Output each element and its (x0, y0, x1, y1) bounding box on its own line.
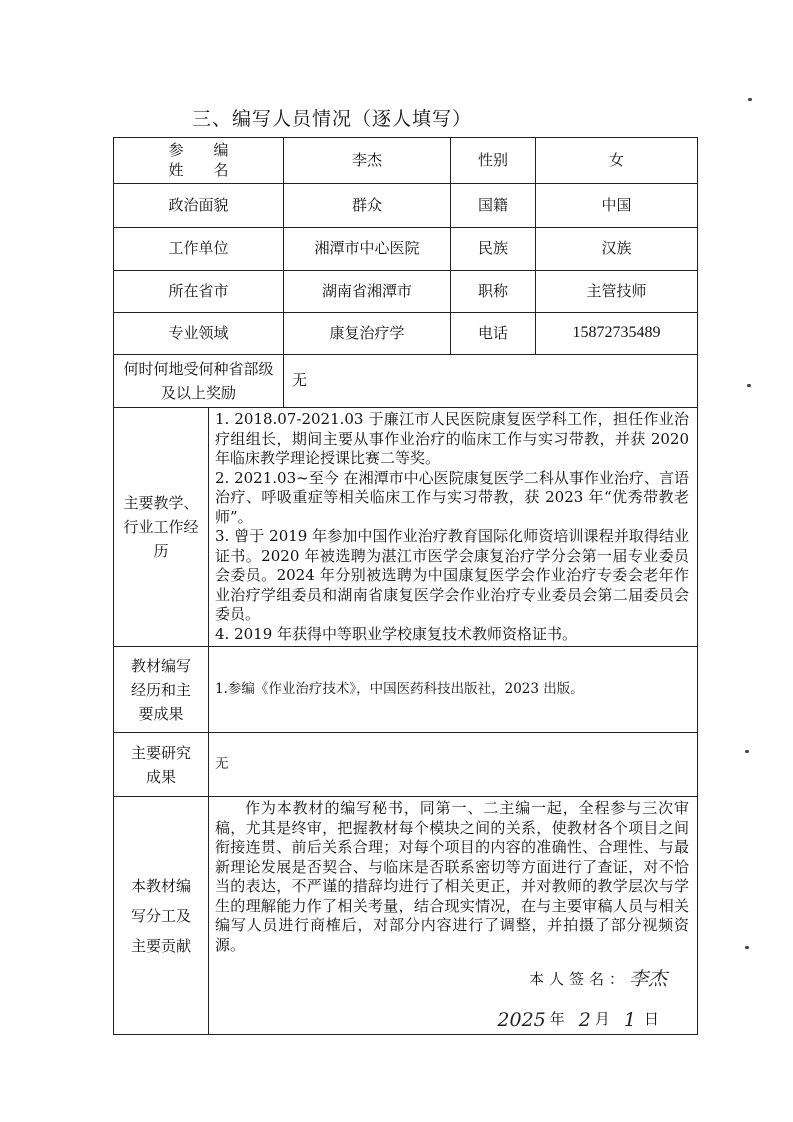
awards-value: 无 (284, 355, 698, 408)
date-day: 1 (623, 1008, 636, 1031)
signature-line (215, 967, 689, 992)
row-employer (114, 228, 698, 271)
phone-value: 15872735489 (536, 313, 698, 355)
research-value: 无 (209, 733, 698, 797)
scan-speck (748, 98, 752, 101)
row-name (114, 138, 698, 184)
textbook-value: 1.参编《作业治疗技术》，中国医药科技出版社，2023 出版。 (209, 647, 698, 733)
row-awards (114, 355, 698, 408)
experience-label-text: 主要教学、行业工作经历 (123, 494, 199, 560)
ethnicity-value: 汉族 (536, 228, 698, 271)
field-label: 专业领域 (114, 313, 284, 355)
scan-speck (745, 946, 749, 949)
row-research (114, 733, 698, 797)
signature: 李杰 (629, 968, 668, 990)
staff-info-table (113, 137, 698, 1035)
political-label: 政治面貌 (114, 184, 284, 228)
row-location (114, 271, 698, 313)
textbook-label (114, 647, 209, 733)
row-contribution (114, 797, 698, 1035)
awards-label-text: 何时何地受何种省部级及以上奖励 (123, 360, 274, 402)
date-year-label: 年 (549, 1010, 565, 1029)
title-rank-label: 职称 (451, 271, 536, 313)
experience-item: 2. 2021.03~至今 在湘潭市中心医院康复医学二科从事作业治疗、言语治疗、呼吸重症等相关临床工作与实习带教，获 2023 年“优秀带教老师”。 (215, 468, 690, 526)
row-political (114, 184, 698, 228)
ethnicity-label: 民族 (451, 228, 536, 271)
employer-value: 湘潭市中心医院 (284, 228, 451, 271)
row-field (114, 313, 698, 355)
textbook-label-text: 教材编写经历和主要成果 (130, 656, 191, 723)
research-label (114, 733, 209, 797)
gender-value: 女 (536, 138, 698, 184)
experience-content (209, 408, 698, 647)
signature-label: 本人签名： (528, 969, 629, 988)
name-value: 李杰 (284, 138, 451, 184)
nationality-value: 中国 (536, 184, 698, 228)
experience-item: 3. 曾于 2019 年参加中国作业治疗教育国际化师资培训课程并取得结业证书。2020 年被选聘为湛江市医学会康复治疗学分会第一届专业委员会委员。2024 年分别被选聘为中国康复医学会作业治疗专委会老年作业治疗学组委员和湖南省康复医学会作业治疗专业委员会第二届委员会委员。 (215, 527, 690, 623)
experience-label (114, 408, 209, 647)
date-day-label: 日 (644, 1010, 660, 1029)
contribution-content (209, 797, 698, 1035)
political-value: 群众 (284, 184, 451, 228)
date-month-label: 月 (594, 1010, 610, 1029)
awards-label (114, 355, 284, 408)
experience-item: 1. 2018.07-2021.03 于廉江市人民医院康复医学科工作，担任作业治疗组组长，期间主要从事作业治疗的临床工作与实习带教，并获 2020 年临床教学理论授课比赛二等奖。 (215, 410, 690, 467)
experience-item: 4. 2019 年获得中等职业学校康复技术教师资格证书。 (215, 624, 578, 643)
name-label (114, 138, 284, 184)
date-month: 2 (578, 1008, 591, 1031)
scan-speck (745, 750, 749, 753)
name-label-top: 参 编 (168, 141, 229, 159)
contribution-text: 作为本教材的编写秘书，同第一、二主编一起，全程参与三次审稿，尤其是终审，把握教材每个模块之间的关系，使教材各个项目之间衔接连贯、前后关系合理；对每个项目的内容的准确性、合理性、与最新理论发展是否契合、与临床是否联系密切等方面进行了查证，对不恰当的表达，不严谨的措辞均进行了相关更正，并对教师的教学层次与学生的理解能力作了相关考量，结合现实情况，在与主要审稿人员与相关编写人员进行商榷后，对部分内容进行了调整，并拍摄了部分视频资源。 (215, 799, 690, 954)
employer-label: 工作单位 (114, 228, 284, 271)
row-textbook (114, 647, 698, 733)
phone-label: 电话 (451, 313, 536, 355)
nationality-label: 国籍 (451, 184, 536, 228)
row-experience (114, 408, 698, 647)
contribution-label (114, 797, 209, 1035)
name-label-bottom: 姓 名 (168, 160, 229, 179)
location-value: 湖南省湘潭市 (284, 271, 451, 313)
title-rank-value: 主管技师 (536, 271, 698, 313)
contribution-label-text: 本教材编写分工及主要贡献 (130, 876, 191, 955)
location-label: 所在省市 (114, 271, 284, 313)
field-value: 康复治疗学 (284, 313, 451, 355)
date-year: 2025 (497, 1008, 546, 1031)
scan-speck (747, 384, 751, 387)
gender-label: 性别 (451, 138, 536, 184)
date-line (215, 1008, 689, 1033)
page-title: 三、编写人员情况（逐人填写） (192, 108, 473, 130)
research-label-text: 主要研究成果 (130, 743, 191, 786)
